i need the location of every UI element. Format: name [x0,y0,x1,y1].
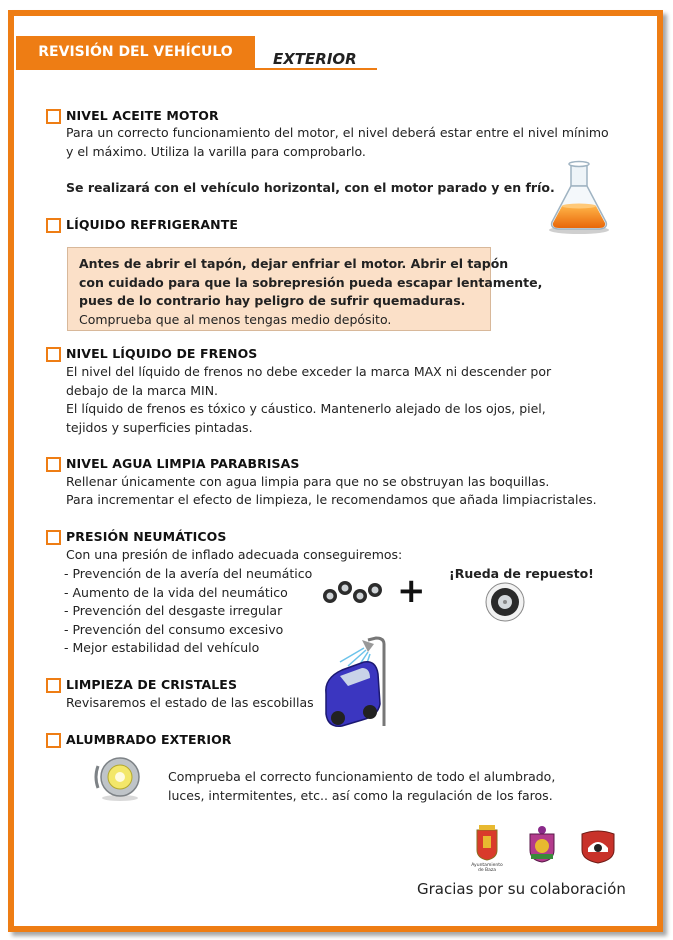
heading-cristales: LIMPIEZA DE CRISTALES [66,677,238,692]
header-underline [16,68,377,70]
flask-icon [546,160,612,236]
list-item: - Prevención del desgaste irregular [64,603,283,618]
list-item: - Aumento de la vida del neumático [64,585,288,600]
text-alumbrado-2: luces, intermitentes, etc.. así como la regulación de los faros. [168,788,553,803]
spare-tire-label: ¡Rueda de repuesto! [449,566,594,581]
text-frenos-3: El líquido de frenos es tóxico y cáustico. Mantenerlo alejado de los ojos, piel, [66,401,546,416]
text-frenos-2: debajo de la marca MIN. [66,383,219,398]
civil-protection-logo [578,828,618,864]
spare-tire-icon [485,582,525,622]
text-frenos-1: El nivel del líquido de frenos no debe exceder la marca MAX ni descender por [66,364,552,379]
text-aceite-note: Se realizará con el vehículo horizontal, con el motor parado y en frío. [66,180,555,195]
checkbox-neumaticos[interactable] [46,530,61,545]
plus-sign: + [397,571,426,611]
checkbox-frenos[interactable] [46,347,61,362]
warning-line: Antes de abrir el tapón, dejar enfriar el motor. Abrir el tapón [79,256,509,271]
text-aceite-1: Para un correcto funcionamiento del motor, el nivel deberá estar entre el nivel mínimo [66,125,609,140]
list-item: - Mejor estabilidad del vehículo [64,640,260,655]
list-item: - Prevención del consumo excesivo [64,622,284,637]
text-frenos-4: tejidos y superficies pintadas. [66,420,253,435]
text-aceite-2: y el máximo. Utiliza la varilla para comprobarlo. [66,144,366,159]
checkbox-aceite[interactable] [46,109,61,124]
ayuntamiento-logo [467,822,507,874]
checkbox-limpiaparabrisas[interactable] [46,457,61,472]
logo-text: de Baza [477,868,497,873]
checkbox-refrigerante[interactable] [46,218,61,233]
header-subtitle: EXTERIOR [273,50,357,68]
headlight-icon [92,756,142,802]
header-title: REVISIÓN DEL VEHÍCULO [16,36,255,68]
police-badge-logo [526,824,558,864]
heading-limpiaparabrisas: NIVEL AGUA LIMPIA PARABRISAS [66,456,300,471]
heading-aceite: NIVEL ACEITE MOTOR [66,108,219,123]
heading-refrigerante: LÍQUIDO REFRIGERANTE [66,217,239,232]
text-alumbrado-1: Comprueba el correcto funcionamiento de todo el alumbrado, [168,769,556,784]
text-limpia-1: Rellenar únicamente con agua limpia para que no se obstruyan las boquillas. [66,474,550,489]
thanks-text: Gracias por su colaboración [417,880,626,898]
text-limpia-2: Para incrementar el efecto de limpieza, le recomendamos que añada limpiacristales. [66,492,597,507]
heading-neumaticos: PRESIÓN NEUMÁTICOS [66,529,227,544]
checkbox-cristales[interactable] [46,678,61,693]
warning-note: Comprueba que al menos tengas medio depósito. [79,311,392,327]
car-wash-icon [318,634,394,730]
tires-icon [320,578,386,608]
checkbox-alumbrado[interactable] [46,733,61,748]
list-item: - Prevención de la avería del neumático [64,566,313,581]
logo-text: Ayuntamiento [471,863,503,868]
heading-alumbrado: ALUMBRADO EXTERIOR [66,732,232,747]
warning-line: pues de lo contrario hay peligro de sufrir quemaduras. [79,293,466,308]
text-neumaticos-intro: Con una presión de inflado adecuada conseguiremos: [66,547,403,562]
heading-frenos: NIVEL LÍQUIDO DE FRENOS [66,346,258,361]
text-cristales: Revisaremos el estado de las escobillas [66,695,314,710]
warning-box [67,247,543,331]
warning-line: con cuidado para que la sobrepresión pueda escapar lentamente, [79,274,543,290]
